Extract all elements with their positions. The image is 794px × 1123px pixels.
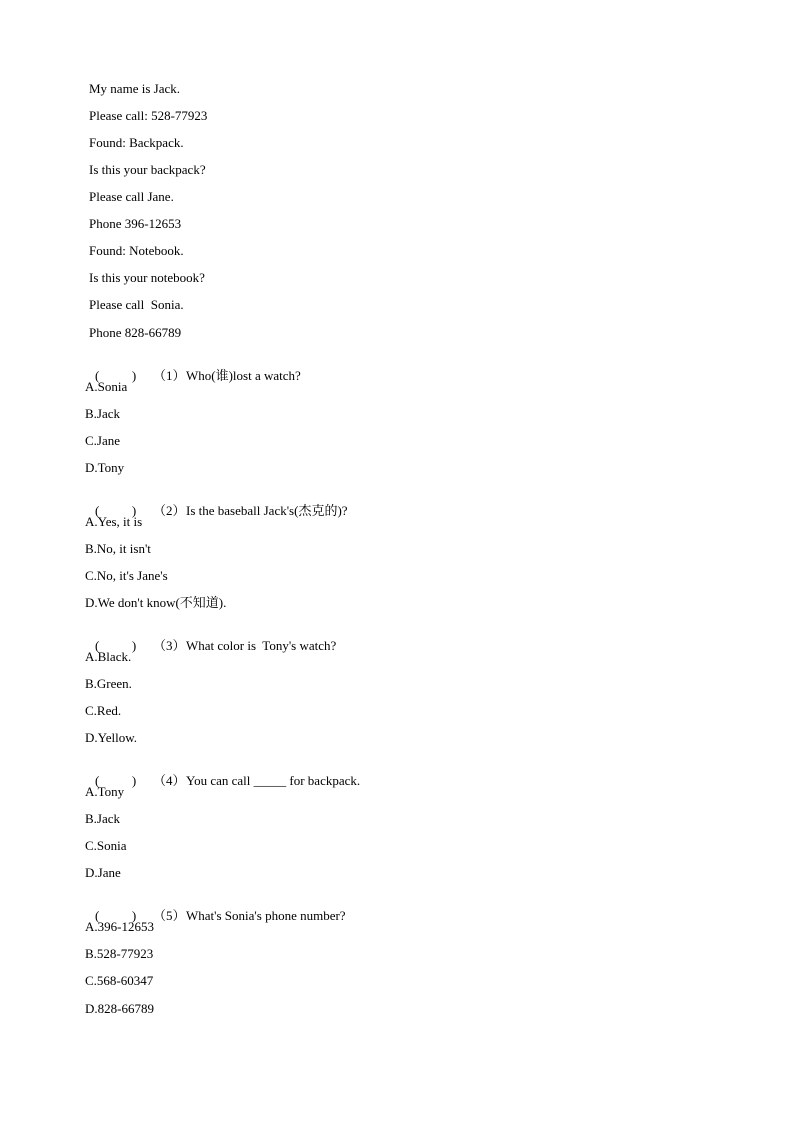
notice-line: Found: Backpack. <box>89 135 184 150</box>
question-3 <box>82 622 337 653</box>
notice-line: Is this your notebook? <box>89 270 205 285</box>
answer-blank: ( ) <box>95 908 137 923</box>
option: C.568-60347 <box>85 973 154 988</box>
notice-line: Please call: 528-77923 <box>89 108 208 123</box>
question-5 <box>82 892 346 923</box>
notice-line: Is this your backpack? <box>89 162 206 177</box>
option: C.No, it's Jane's <box>85 568 168 583</box>
notice-line: Found: Notebook. <box>89 243 184 258</box>
option: B.528-77923 <box>85 946 154 961</box>
question-2 <box>82 487 348 518</box>
option: D.Jane <box>85 865 121 880</box>
option: B.Jack <box>85 811 121 826</box>
option: B.Jack <box>85 406 121 421</box>
answer-blank: ( ) <box>95 368 137 383</box>
notice-line: My name is Jack. <box>89 81 180 96</box>
question-1 <box>82 352 301 383</box>
question-text: Who(谁)lost a watch? <box>186 368 301 383</box>
option: A.Tony <box>85 784 125 799</box>
option: A.Sonia <box>85 379 128 394</box>
option: B.No, it isn't <box>85 541 151 556</box>
question-text: What color is Tony's watch? <box>186 638 337 653</box>
question-text: What's Sonia's phone number? <box>186 908 346 923</box>
option: D.Tony <box>85 460 125 475</box>
option: D.We don't know(不知道). <box>85 595 227 610</box>
option: A.Yes, it is <box>85 514 143 529</box>
option: B.Green. <box>85 676 132 691</box>
option: A.Black. <box>85 649 132 664</box>
option: D.Yellow. <box>85 730 138 745</box>
notice-line: Please call Jane. <box>89 189 174 204</box>
answer-blank: ( ) <box>95 773 137 788</box>
question-number: （1） <box>153 368 186 383</box>
answer-blank: ( ) <box>95 638 137 653</box>
question-number: （3） <box>153 638 186 653</box>
option: A.396-12653 <box>85 919 154 934</box>
option: D.828-66789 <box>85 1001 154 1016</box>
question-text: You can call _____ for backpack. <box>186 773 361 788</box>
notice-line: Phone 828-66789 <box>89 325 182 340</box>
notice-line: Phone 396-12653 <box>89 216 182 231</box>
notice-line: Please call Sonia. <box>89 297 184 312</box>
question-number: （5） <box>153 908 186 923</box>
question-number: （4） <box>153 773 186 788</box>
question-text: Is the baseball Jack's(杰克的)? <box>186 503 348 518</box>
answer-blank: ( ) <box>95 503 137 518</box>
question-4 <box>82 757 361 788</box>
question-number: （2） <box>153 503 186 518</box>
option: C.Sonia <box>85 838 127 853</box>
option: C.Red. <box>85 703 122 718</box>
option: C.Jane <box>85 433 121 448</box>
